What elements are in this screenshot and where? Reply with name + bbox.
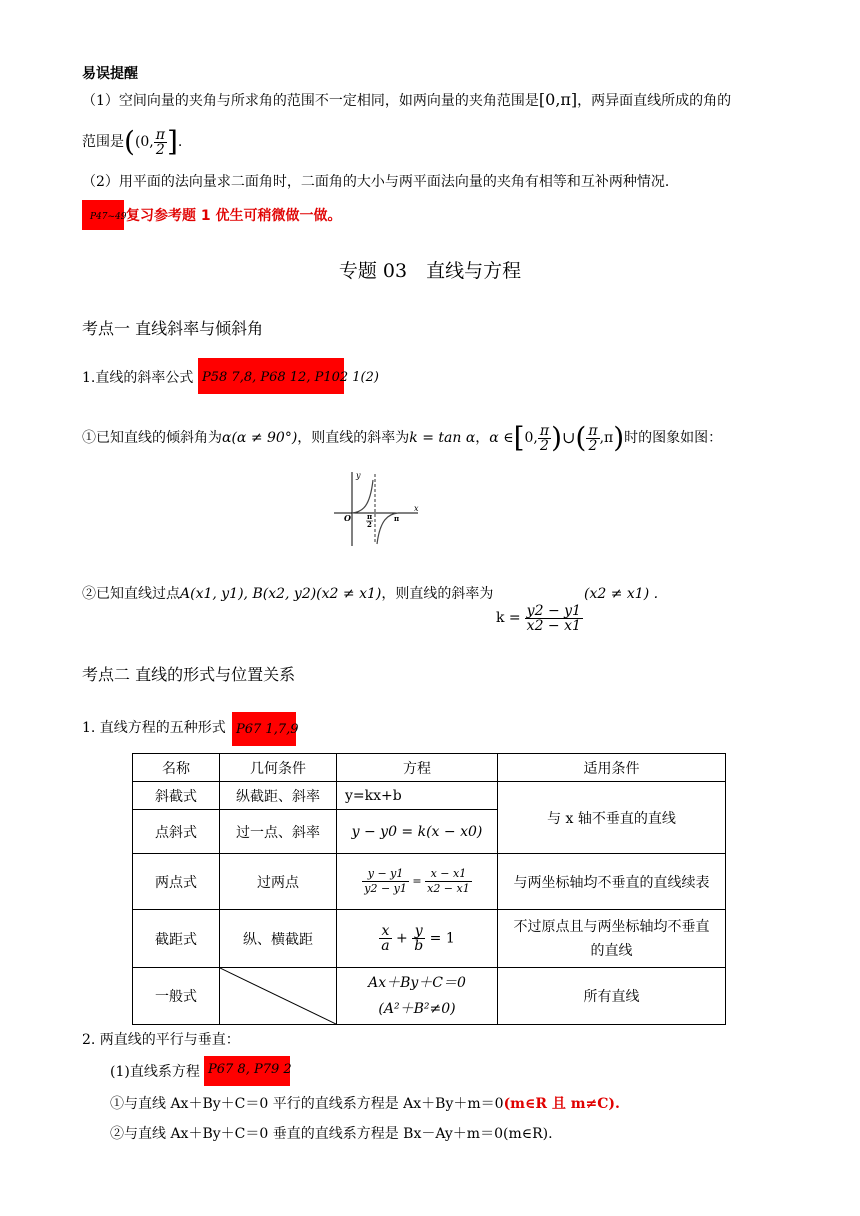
cell-name: 一般式	[133, 968, 220, 1025]
frac-den: x2 − x1	[526, 617, 581, 634]
table-row	[133, 968, 726, 1025]
half-pi-num: π	[367, 512, 373, 521]
frac-num: x	[379, 924, 391, 939]
cell-eq	[337, 968, 498, 1025]
tangent-graph	[330, 466, 430, 548]
s1-points: A(x1, y1), B(x2, y2)(x2 ≠ x1)	[180, 586, 382, 602]
pi: ,π	[599, 430, 614, 446]
s2-item2-label: 2. 两直线的平行与垂直：	[82, 1032, 240, 1048]
k-equals: k =	[496, 610, 521, 626]
frac-num: π	[539, 422, 550, 439]
eq-line2: (A²＋B²≠0)	[378, 1001, 456, 1017]
bracket: )	[551, 421, 563, 454]
tips-item1-range-label: 范围是	[82, 134, 124, 150]
frac-num: y	[412, 924, 425, 939]
tips-heading: 易误提醒	[82, 66, 138, 82]
ref-box-label: P47~49	[90, 212, 127, 222]
frac-den: b	[414, 938, 424, 954]
union-symbol: ∪	[562, 428, 576, 447]
cell-name: 截距式	[133, 910, 220, 968]
s1-line2-text-b: ，则直线的斜率为	[381, 586, 494, 602]
forms-table	[132, 753, 726, 1025]
s1-line2	[82, 584, 493, 604]
frac-den: a	[381, 938, 390, 954]
frac-num: x − x1	[425, 867, 472, 882]
tips-item1-text-b: ，两异面直线所成的角的	[577, 93, 732, 109]
th-name: 名称	[133, 754, 220, 782]
range-close-bracket: ]	[166, 125, 178, 158]
half-pi	[586, 424, 599, 453]
tips-item1-line2	[82, 122, 182, 162]
s1-alpha: α(α ≠ 90°)	[222, 430, 298, 446]
s2-item1-label: 1. 直线方程的五种形式	[82, 720, 226, 736]
tips-item1-text: （1）空间向量的夹角与所求角的范围不一定相同，如两向量的夹角范围是	[82, 93, 539, 109]
cell-name: 斜截式	[133, 782, 220, 810]
table-row	[133, 910, 726, 968]
ref-box-p67-p79	[204, 1056, 290, 1086]
s1-line2-text: ②已知直线过点	[82, 586, 180, 602]
tips-item1-line1	[82, 90, 731, 111]
cell-name: 两点式	[133, 854, 220, 910]
ref-box-p67	[232, 712, 299, 746]
cell-name: 点斜式	[133, 810, 220, 854]
eq-line1: Ax＋By＋C＝0	[368, 975, 466, 991]
pi-label: π	[394, 514, 400, 523]
frac-num: y − y1	[362, 867, 409, 882]
slope-fraction	[525, 604, 583, 633]
range-open-paren: (	[124, 125, 135, 158]
th-cond: 几何条件	[220, 754, 337, 782]
frac-den: x2 − x1	[427, 882, 470, 895]
cell-eq	[337, 910, 498, 968]
equals-one: = 1	[429, 930, 455, 947]
s2-sub1-line1	[110, 1094, 620, 1114]
frac-x-a	[379, 924, 391, 953]
s2-sub1-line2: ②与直线 Ax＋By＋C＝0 垂直的直线系方程是 Bx－Ay＋m＝0(m∈R).	[110, 1126, 553, 1142]
cell-cond: 纵、横截距	[220, 910, 337, 968]
ref-box-label: P67 1,7,9	[236, 722, 299, 737]
tips-item1-range: [0,π]	[538, 90, 578, 109]
s1-line1-text-b: ，则直线的斜率为	[297, 430, 410, 446]
tips-item2: （2）用平面的法向量求二面角时，二面角的大小与两平面法向量的夹角有相等和互补两种情况．	[82, 174, 679, 190]
frac-right	[425, 867, 472, 896]
x-label: x	[414, 504, 419, 513]
ref-box-p47	[82, 200, 127, 230]
section2-title: 考点二 直线的形式与位置关系	[82, 665, 296, 684]
y-label: y	[356, 471, 361, 480]
bracket: (	[575, 421, 587, 454]
s1-line1-text: ①已知直线的倾斜角为	[82, 430, 222, 446]
cell-cond: 过一点、斜率	[220, 810, 337, 854]
cell-cond: 纵截距、斜率	[220, 782, 337, 810]
cell-eq: y − y0 = k(x − x0)	[337, 810, 498, 854]
diagonal-line	[220, 968, 336, 1024]
bracket: [	[513, 421, 525, 454]
s1-item1-label: 1.直线的斜率公式	[82, 370, 194, 386]
s1-k-formula: k = tan α	[409, 430, 476, 446]
s1-line1-end: 时的图象如图：	[624, 430, 723, 446]
ref-note: 复习参考题 1 优生可稍微做一做。	[126, 208, 342, 224]
ref-box-label: P67 8, P79 2	[208, 1062, 292, 1077]
frac-y-b	[412, 924, 425, 953]
half-pi-den: 2	[367, 520, 372, 529]
table-row	[133, 854, 726, 910]
cell-cond: 过两点	[220, 854, 337, 910]
s1-slope-formula	[496, 596, 583, 640]
frac-den: 2	[540, 437, 549, 454]
cell-applicability	[498, 910, 726, 968]
cell-applicability: 与两坐标轴均不垂直的直线续表	[498, 854, 726, 910]
frac-num: π	[588, 422, 598, 439]
plus: +	[396, 930, 408, 947]
frac-num: π	[155, 126, 165, 143]
tan-branch-left	[352, 480, 373, 513]
topic-title: 专题 03 直线与方程	[338, 260, 522, 282]
equals: =	[412, 874, 422, 888]
s1-alpha-in: α ∈	[489, 430, 514, 446]
half-pi	[538, 424, 551, 453]
cell-cond-diagonal	[220, 968, 337, 1025]
cell-eq: y=kx+b	[337, 782, 498, 810]
s1-comma: ，	[475, 430, 490, 446]
frac-num: y2 − y1	[526, 602, 581, 619]
th-eq: 方程	[337, 754, 498, 782]
range-half-pi	[154, 128, 167, 157]
range-zero: (0,	[134, 134, 154, 150]
cell-applicability: 所有直线	[498, 968, 726, 1025]
bracket: )	[613, 421, 625, 454]
frac-den: 2	[588, 437, 598, 454]
range-period: .	[177, 134, 183, 150]
th-applicability: 适用条件	[498, 754, 726, 782]
parallel-condition: (m∈R 且 m≠C).	[503, 1096, 620, 1112]
ref-box-p58	[198, 358, 379, 394]
origin-label: O	[344, 513, 351, 523]
applicability-line2: 的直线	[590, 942, 633, 959]
table-row	[133, 782, 726, 810]
section1-title: 考点一 直线斜率与倾斜角	[82, 319, 264, 338]
cell-eq	[337, 854, 498, 910]
frac-left	[362, 867, 409, 896]
s1-condition: (x2 ≠ x1) .	[584, 586, 659, 602]
frac-den: 2	[155, 141, 165, 158]
ref-box-label: P58 7,8, P68 12, P102 1(2)	[202, 370, 379, 385]
cell-applicability: 与 x 轴不垂直的直线	[498, 782, 726, 854]
table-header	[133, 754, 726, 782]
zero: 0,	[524, 430, 538, 446]
s2-sub1-label: (1)直线系方程	[110, 1064, 200, 1080]
parallel-text: ①与直线 Ax＋By＋C＝0 平行的直线系方程是 Ax＋By＋m＝0	[110, 1096, 504, 1112]
frac-den: y2 − y1	[364, 882, 407, 895]
s1-line1	[82, 418, 722, 458]
applicability-line1: 不过原点且与两坐标轴均不垂直	[513, 918, 710, 935]
